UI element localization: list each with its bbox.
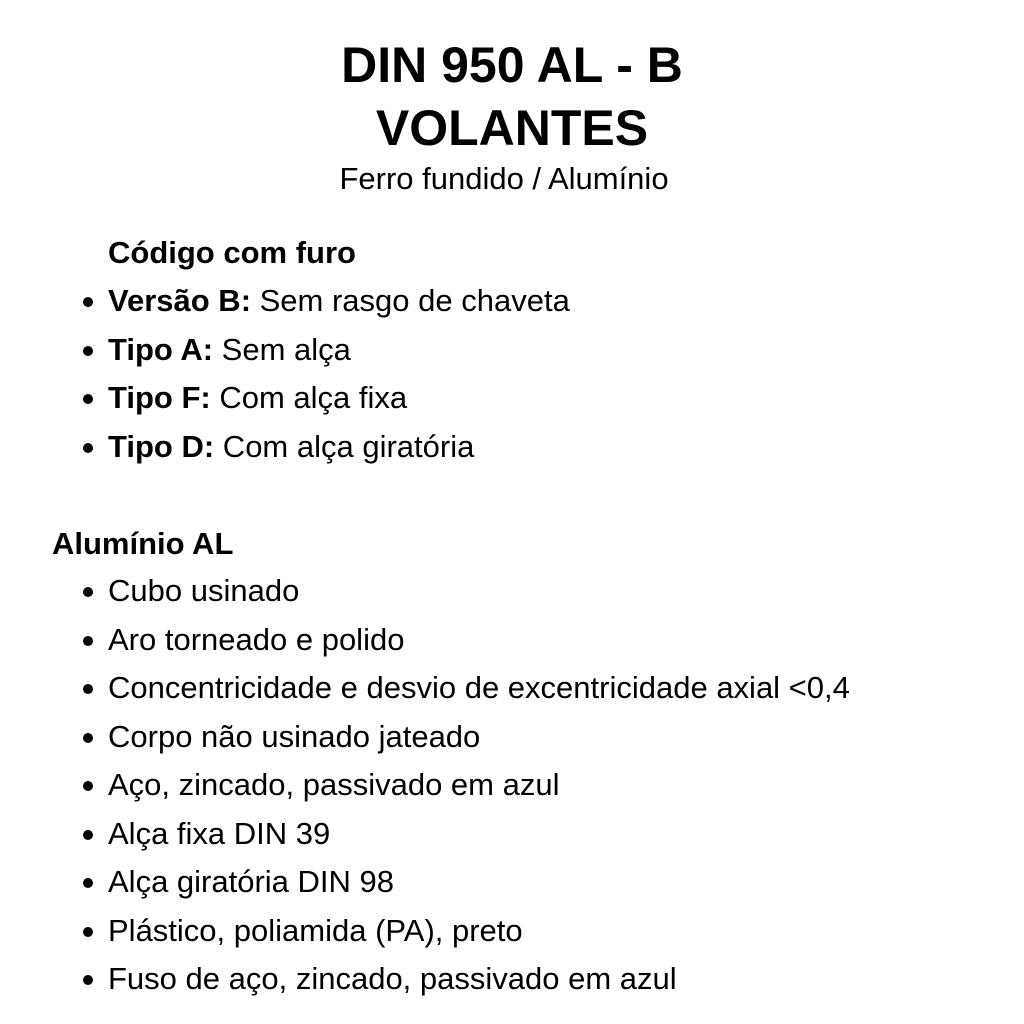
- aluminio-section-heading: Alumínio AL: [52, 526, 234, 561]
- item-text: Alça fixa DIN 39: [108, 815, 331, 851]
- item-text: Aro torneado e polido: [108, 621, 405, 657]
- list-item: [0, 428, 570, 477]
- list-item: [0, 379, 570, 428]
- codigo-section-heading: Código com furo: [108, 235, 356, 270]
- bullet-icon: [83, 636, 93, 646]
- list-item: [0, 863, 850, 912]
- item-text: Fuso de aço, zincado, passivado em azul: [108, 961, 677, 996]
- item-text: Corpo não usinado jateado: [108, 718, 481, 754]
- list-item: [0, 912, 850, 961]
- page-subtitle: Ferro fundido / Alumínio: [339, 161, 669, 196]
- item-text: Com alça fixa: [210, 380, 408, 415]
- item-text: Cubo usinado: [108, 573, 300, 608]
- bullet-icon: [83, 975, 93, 985]
- list-item: [0, 718, 850, 767]
- bullet-icon: [83, 297, 93, 307]
- page-title-line-2: VOLANTES: [375, 100, 649, 156]
- list-item: [0, 331, 570, 380]
- list-item: [0, 572, 850, 621]
- item-text: Sem alça: [213, 331, 351, 367]
- item-term: Tipo D:: [108, 428, 215, 464]
- list-item: [0, 960, 850, 1009]
- list-item: [0, 766, 850, 815]
- item-text: Aço, zincado, passivado em azul: [108, 767, 560, 802]
- bullet-icon: [83, 830, 93, 840]
- bullet-icon: [83, 733, 93, 743]
- item-text: Plástico, poliamida (PA), preto: [108, 912, 523, 948]
- item-term: Tipo F:: [108, 380, 211, 415]
- item-text: Alça giratória DIN 98: [108, 864, 395, 899]
- page-title: DIN 950 AL - B: [341, 37, 683, 93]
- list-item: [0, 621, 850, 670]
- bullet-icon: [83, 781, 93, 791]
- bullet-icon: [83, 587, 93, 597]
- aluminio-list: [0, 572, 850, 1009]
- bullet-icon: [83, 927, 93, 937]
- list-item: [0, 815, 850, 864]
- bullet-icon: [83, 346, 93, 356]
- item-term: Tipo A:: [108, 331, 214, 367]
- item-text: Concentricidade e desvio de excentricidade axial <0,4: [108, 670, 850, 705]
- bullet-icon: [83, 443, 93, 453]
- item-text: Sem rasgo de chaveta: [251, 283, 570, 318]
- bullet-icon: [83, 684, 93, 694]
- bullet-icon: [83, 394, 93, 404]
- codigo-list: [0, 282, 570, 476]
- bullet-icon: [83, 878, 93, 888]
- item-term: Versão B:: [108, 283, 252, 318]
- list-item: [0, 282, 570, 331]
- item-text: Com alça giratória: [214, 428, 475, 464]
- list-item: [0, 669, 850, 718]
